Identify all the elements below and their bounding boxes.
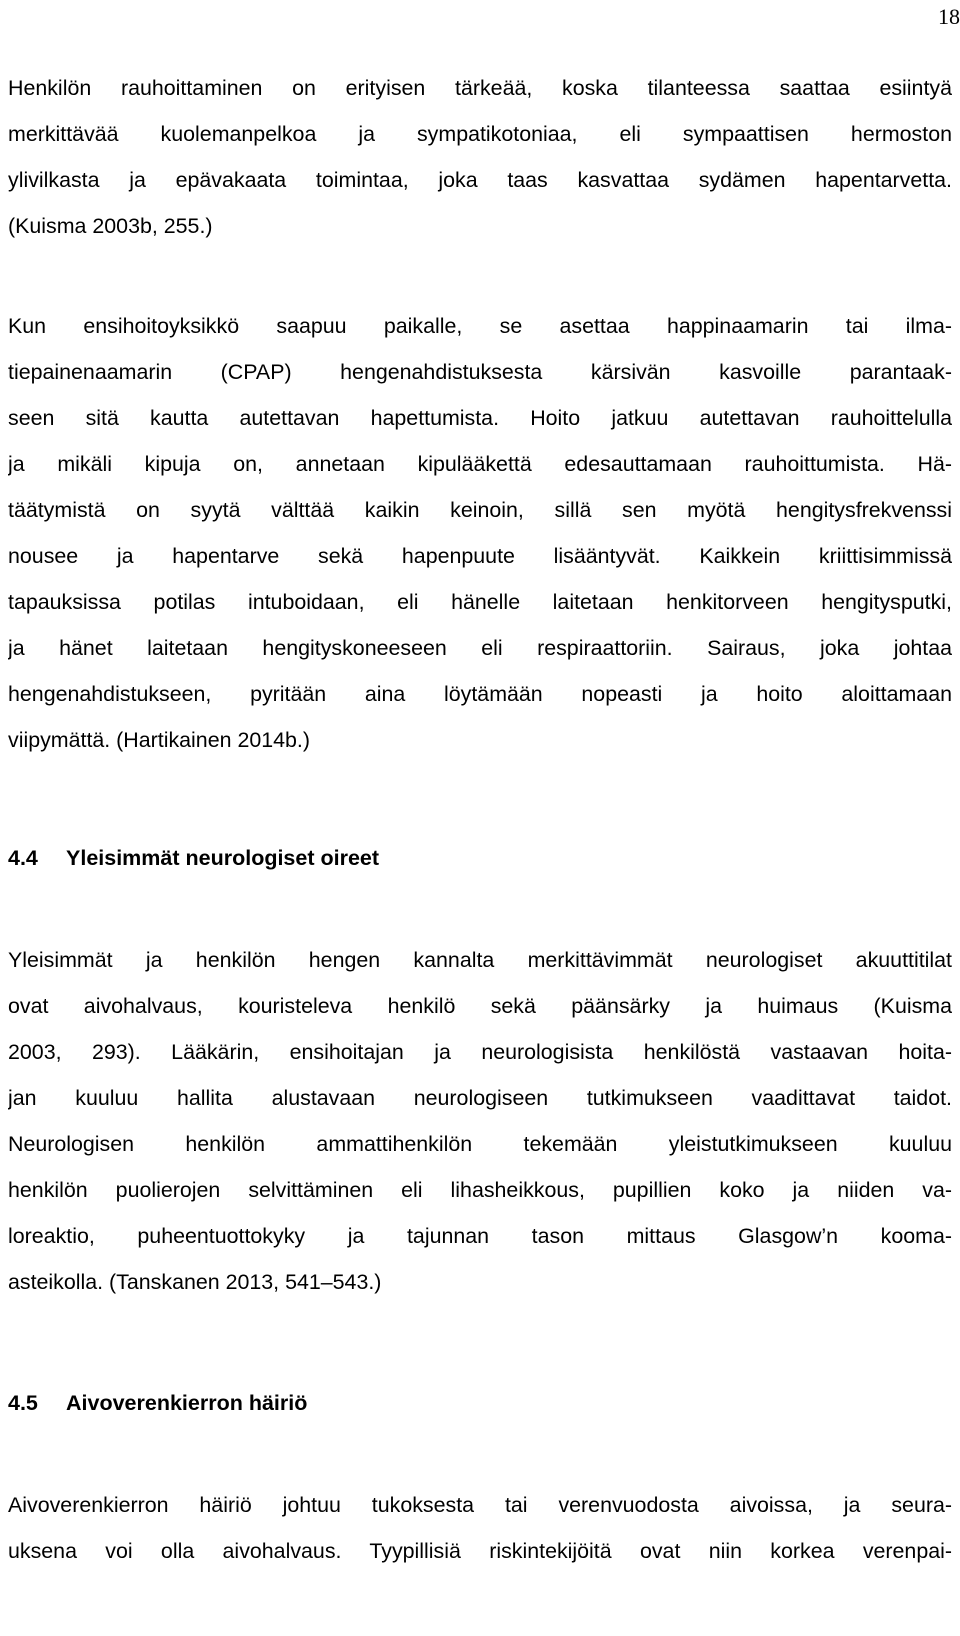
text-line: 2003, 293). Lääkärin, ensihoitajan ja neurologisista henkilöstä vastaavan hoita- [8,1040,952,1064]
section-title: Aivoverenkierron häiriö [66,1391,308,1415]
text-line: ja mikäli kipuja on, annetaan kipulääkettä edesauttamaan rauhoittumista. Hä- [8,452,952,476]
text-line: tiepainenaamarin (CPAP) hengenahdistuksesta kärsivän kasvoille parantaak- [8,360,952,384]
text-line: hengenahdistukseen, pyritään aina löytämään nopeasti ja hoito aloittamaan [8,682,952,706]
section-title: Yleisimmät neurologiset oireet [66,846,380,870]
paragraph-cerebrovascular [8,1482,952,1574]
text-line: loreaktio, puheentuottokyky ja tajunnan tason mittaus Glasgow’n kooma- [8,1224,952,1248]
text-line: Kun ensihoitoyksikkö saapuu paikalle, se asettaa happinaamarin tai ilma- [8,314,952,338]
text-line: seen sitä kautta autettavan hapettumista. Hoito jatkuu autettavan rauhoittelulla [8,406,952,430]
text-line: merkittävää kuolemanpelkoa ja sympatikotoniaa, eli sympaattisen hermoston [8,122,952,146]
section-heading-4-5 [8,1391,307,1416]
paragraph-calming [8,65,952,249]
text-line: Henkilön rauhoittaminen on erityisen tärkeää, koska tilanteessa saattaa esiintyä [8,76,952,100]
text-line: uksena voi olla aivohalvaus. Tyypillisiä riskintekijöitä ovat niin korkea verenpai- [8,1539,952,1563]
text-line: täätymistä on syytä välttää kaikin keinoin, sillä sen myötä hengitysfrekvenssi [8,498,952,522]
text-line: viipymättä. (Hartikainen 2014b.) [8,728,310,752]
section-number: 4.5 [8,1391,38,1415]
text-line: Neurologisen henkilön ammattihenkilön tekemään yleistutkimukseen kuuluu [8,1132,952,1156]
text-line: ovat aivohalvaus, kouristeleva henkilö sekä päänsärky ja huimaus (Kuisma [8,994,952,1018]
section-number: 4.4 [8,846,38,870]
text-line: ja hänet laitetaan hengityskoneeseen eli respiraattoriin. Sairaus, joka johtaa [8,636,952,660]
text-line: nousee ja hapentarve sekä hapenpuute lisääntyvät. Kaikkein kriittisimmissä [8,544,952,568]
paragraph-neurological [8,937,952,1305]
text-line: asteikolla. (Tanskanen 2013, 541–543.) [8,1270,382,1294]
text-line: ylivilkasta ja epävakaata toimintaa, joka taas kasvattaa sydämen hapentarvetta. [8,168,952,192]
text-line: Yleisimmät ja henkilön hengen kannalta merkittävimmät neurologiset akuuttitilat [8,948,952,972]
text-line: henkilön puolierojen selvittäminen eli lihasheikkous, pupillien koko ja niiden va- [8,1178,952,1202]
page-number: 18 [938,4,960,29]
text-line: jan kuuluu hallita alustavaan neurologiseen tutkimukseen vaadittavat taidot. [8,1086,952,1110]
text-line: Aivoverenkierron häiriö johtuu tukoksesta tai verenvuodosta aivoissa, ja seura- [8,1493,952,1517]
section-heading-4-4 [8,846,379,871]
paragraph-ems-treatment [8,303,952,763]
text-line: (Kuisma 2003b, 255.) [8,214,213,238]
text-line: tapauksissa potilas intuboidaan, eli hänelle laitetaan henkitorveen hengitysputki, [8,590,952,614]
